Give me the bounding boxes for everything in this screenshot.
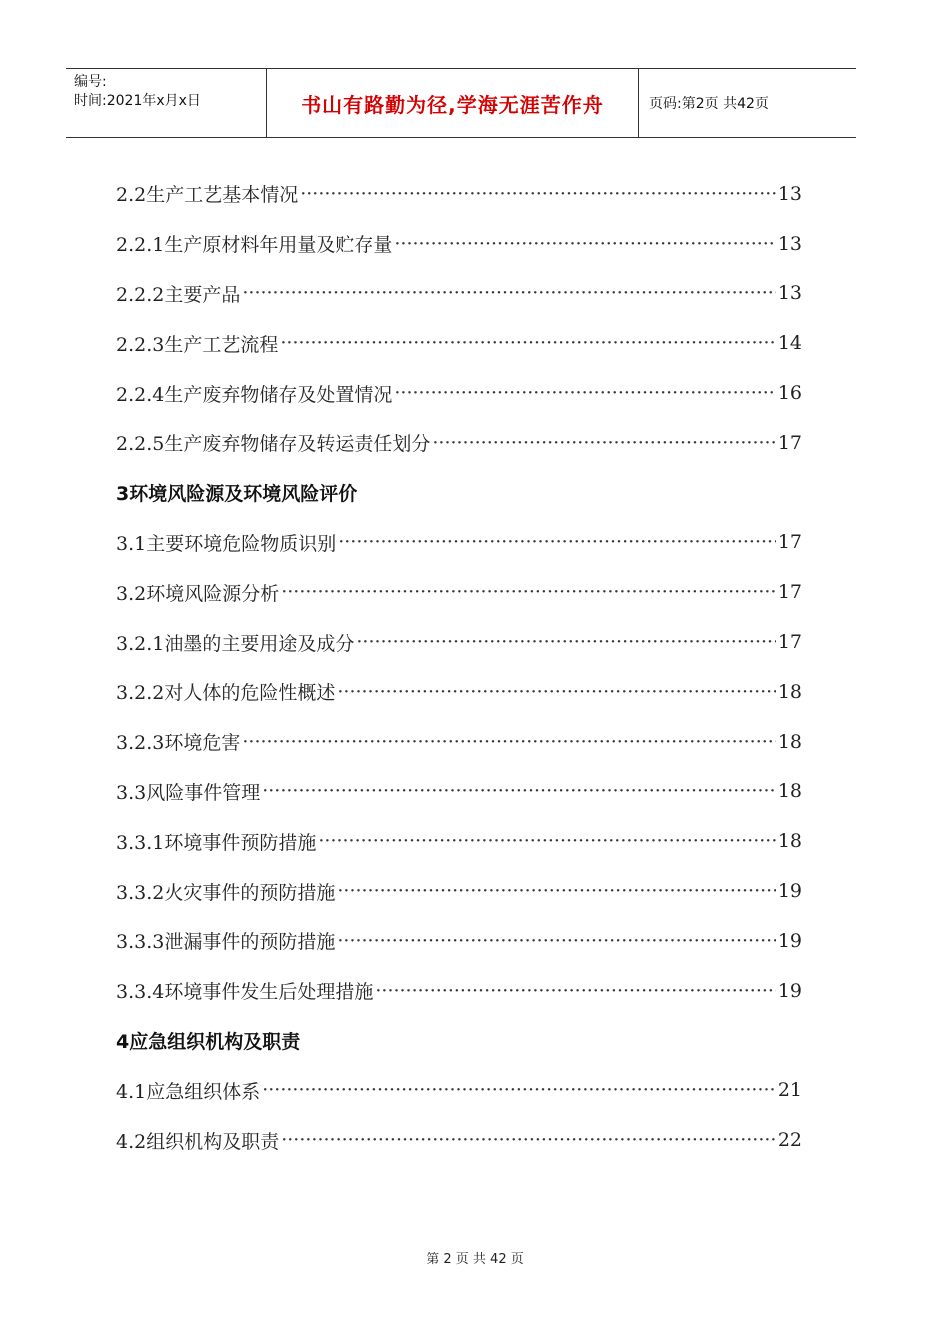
toc-page-number: 18: [777, 780, 802, 803]
toc-entry-label: 3.2.1油墨的主要用途及成分: [116, 632, 355, 655]
toc-leader-dots: [318, 830, 775, 852]
toc-leader-dots: [337, 880, 775, 902]
toc-entry[interactable]: [116, 667, 802, 717]
toc-entry-label: 4.2组织机构及职责: [116, 1130, 280, 1153]
toc-entry[interactable]: [116, 269, 802, 319]
toc-leader-dots: [300, 183, 776, 205]
toc-entry-label: 3.2.3环境危害: [116, 732, 241, 755]
toc-entry-label: 2.2生产工艺基本情况: [116, 184, 299, 207]
toc-leader-dots: [394, 382, 775, 404]
toc-leader-dots: [242, 282, 775, 304]
toc-entry-label: 3.2.2对人体的危险性概述: [116, 682, 336, 705]
toc-entry[interactable]: [116, 368, 802, 418]
toc-entry-label: 3.2环境风险源分析: [116, 582, 280, 605]
toc-leader-dots: [337, 681, 775, 703]
toc-page-number: 18: [777, 830, 802, 853]
toc-page-number: 13: [777, 232, 802, 255]
toc-leader-dots: [281, 1129, 776, 1151]
toc-entry[interactable]: [116, 219, 802, 269]
toc-heading[interactable]: [116, 468, 802, 518]
toc-entry-label: 3.3风险事件管理: [116, 781, 261, 804]
toc-entry[interactable]: [116, 717, 802, 767]
page-label: 页码:第2页 共42页: [649, 96, 769, 112]
toc-entry-label: 2.2.4生产废弃物储存及处置情况: [116, 383, 393, 406]
toc-page-number: 14: [777, 332, 802, 355]
header-motto: [267, 69, 639, 137]
toc-entry[interactable]: [116, 518, 802, 568]
toc-leader-dots: [432, 432, 775, 454]
page-header: [66, 68, 856, 138]
toc-leader-dots: [262, 780, 776, 802]
toc-entry[interactable]: [116, 767, 802, 817]
toc-heading[interactable]: [116, 1016, 802, 1066]
time-label: 时间:2021年x月x日: [74, 93, 201, 109]
toc-entry-label: 3.3.3泄漏事件的预防措施: [116, 931, 336, 954]
table-of-contents: [116, 169, 802, 1165]
toc-page-number: 19: [777, 880, 802, 903]
toc-leader-dots: [375, 980, 775, 1002]
toc-entry-label: 3.3.4环境事件发生后处理措施: [116, 981, 374, 1004]
toc-page-number: 18: [777, 730, 802, 753]
toc-entry-label: 3环境风险源及环境风险评价: [116, 483, 358, 506]
toc-entry[interactable]: [116, 418, 802, 468]
toc-page-number: 19: [777, 979, 802, 1002]
toc-entry-label: 2.2.1生产原材料年用量及贮存量: [116, 234, 393, 257]
toc-entry[interactable]: [116, 567, 802, 617]
toc-entry[interactable]: [116, 1115, 802, 1165]
toc-leader-dots: [338, 531, 776, 553]
toc-leader-dots: [280, 332, 775, 354]
toc-entry[interactable]: [116, 966, 802, 1016]
toc-page-number: 22: [777, 1129, 802, 1152]
toc-page-number: 17: [777, 631, 802, 654]
toc-entry[interactable]: [116, 617, 802, 667]
toc-page-number: 17: [777, 531, 802, 554]
toc-page-number: 21: [777, 1079, 802, 1102]
toc-page-number: 19: [777, 929, 802, 952]
toc-entry-label: 4.1应急组织体系: [116, 1080, 261, 1103]
toc-entry-label: 3.3.2火灾事件的预防措施: [116, 881, 336, 904]
toc-page-number: 17: [777, 431, 802, 454]
page-footer: 第 2 页 共 42 页: [426, 1252, 524, 1267]
toc-leader-dots: [242, 731, 775, 753]
number-label: 编号:: [74, 74, 107, 90]
toc-entry-label: 2.2.2主要产品: [116, 283, 241, 306]
toc-leader-dots: [394, 233, 775, 255]
toc-entry[interactable]: [116, 1065, 802, 1115]
motto-text: 书山有路勤为径,学海无涯苦作舟: [301, 92, 604, 117]
toc-entry-label: 2.2.5生产废弃物储存及转运责任划分: [116, 433, 431, 456]
toc-entry[interactable]: [116, 169, 802, 219]
toc-page-number: 17: [777, 581, 802, 604]
toc-entry[interactable]: [116, 916, 802, 966]
toc-leader-dots: [281, 581, 776, 603]
toc-entry[interactable]: [116, 318, 802, 368]
toc-entry-label: 4应急组织机构及职责: [116, 1030, 301, 1053]
toc-entry-label: 2.2.3生产工艺流程: [116, 333, 279, 356]
toc-entry[interactable]: [116, 816, 802, 866]
toc-entry[interactable]: [116, 866, 802, 916]
toc-entry-label: 3.3.1环境事件预防措施: [116, 831, 317, 854]
header-page: [639, 69, 856, 137]
toc-entry-label: 3.1主要环境危险物质识别: [116, 532, 337, 555]
toc-page-number: 18: [777, 680, 802, 703]
toc-leader-dots: [262, 1079, 776, 1101]
toc-leader-dots: [356, 631, 775, 653]
toc-page-number: 13: [777, 182, 802, 205]
header-meta: [66, 69, 267, 137]
toc-leader-dots: [337, 930, 775, 952]
toc-page-number: 16: [777, 382, 802, 405]
toc-page-number: 13: [777, 282, 802, 305]
